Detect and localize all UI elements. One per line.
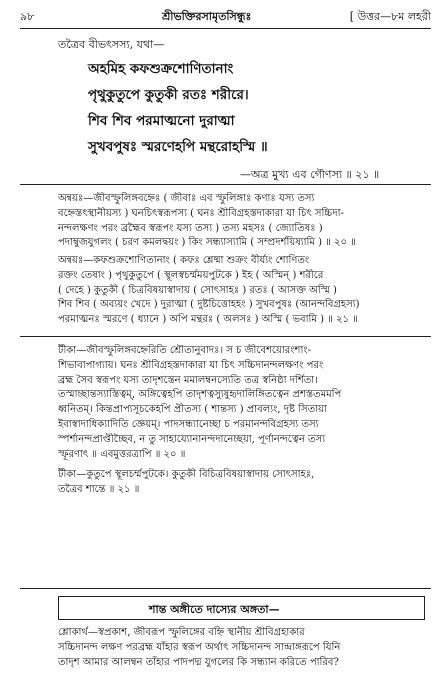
anvaya-line: শিব শিব ( অব্যয়ং খেদে ) দুরাত্মা ( দুষ্টচিত্তোহহং ) সুখবপুষঃ (আনন্দবিগ্রহস্য) [58, 299, 360, 311]
verse-line: সুখবপুষঃ স্মরণেহপি মন্থরোহস্মি ॥ [88, 139, 268, 155]
shlokartha-line: শ্লোকার্থ—স্বপ্রকাশ, জীবরূপ স্ফুলিঙ্গের বহ্নি স্থানীয় শ্রীবিগ্রহাকার [58, 627, 305, 638]
anvaya-line: অন্বয়ঃ—কফশুক্রশোণিতানাং ( কফঃ শ্লেষ্মা শুক্রং বীর্য্যং শোণিতং [58, 255, 310, 266]
tika-line: তস্মাচ্ছান্তস্যাস্তিত্বম্, অঙ্গিত্বেহপি তাদৃশত্বস্যুষুহৃদালিঙ্গিতত্বেন প্রশস্ততমমপি [58, 389, 342, 401]
tika-line: শিভাবাপাগ্যায়। ঘনঃ শ্রীবিগ্রহস্তদাকারা যা চিৎ সচ্চিদানন্দলক্ষণং পরং [58, 359, 324, 371]
tika-line: টীকা—কুতুপে স্থূলচর্ম্মপুটকে। কুতুকী বিচিত্রবিষয়াস্বাদায় সোৎসাহঃ, [58, 469, 315, 480]
anvaya-line: অন্বয়ঃ—জীবস্ফুলিঙ্গবহ্নেঃ ( জীবাঃ এব স্ফুলিঙ্গাঃ কণাঃ যস্য তস্য [58, 193, 315, 204]
anvaya-paragraph-2 [58, 254, 430, 328]
verse-line: শিব শিব পরমাত্মনো দুরাত্মা [88, 113, 235, 129]
page-header [12, 8, 435, 28]
page-number: ৯৮ [20, 10, 35, 23]
anvaya-paragraph-1 [58, 192, 430, 251]
verse-line: অহমিহ কফশুক্রশোণিতানাং [88, 61, 234, 77]
divider-rule [20, 336, 431, 337]
tika-line: ব্রহ্ম সৈব স্বরূপং যস্য তাদৃশস্তেন মমালম্বনস্যেতি তত্র স্বনিষ্ঠা দর্শিতা। [58, 374, 318, 386]
anvaya-line: বহ্নেস্তৎস্থানীয়স্য ) ঘনচিৎস্বরূপস্য ( ঘনঃ শ্রীবিগ্রহস্তদাকারা যা চিৎ সচ্চিদা- [58, 207, 344, 219]
verse-intro: তত্রৈব বীভৎসস্য, যথা— [58, 38, 165, 51]
tika-paragraph-2 [58, 468, 430, 498]
verse-reference: —অত্র মুখ্য এব গৌণস্য ॥ ২১ ॥ [240, 168, 380, 181]
header-rule [20, 28, 431, 29]
anvaya-line: পদাম্বুজযুগলং ( চরণ কমলদ্বয়ং ) কিং সন্ধ্যাস্যামি ( সম্প্রদর্শয়িষ্যামি ) ॥ ২০ ॥ [58, 237, 356, 249]
divider-rule [20, 588, 431, 589]
verse-line: পৃথুকুতুপে কুতুকী রতঃ শরীরে। [88, 87, 249, 103]
shlokartha-paragraph [58, 626, 430, 670]
anvaya-line: রক্তং তেষাং ) পৃথুকুতুপে ( স্থূলস্বচর্ম্মময়পুটকে ) ইহ ( অস্মিন্ ) শরীরে [58, 269, 324, 281]
shlokartha-line: তাদৃশ আমার আলম্বন তাঁহার পাদপদ্ম যুগলের কি সন্ধ্যান করিতে পারিব? [58, 656, 339, 668]
tika-line: স্ফূরণাৎ ॥ এবমুত্তরত্রাপি ॥ ২০ ॥ [58, 448, 186, 460]
anvaya-line: পরমাত্মনঃ স্মরণে ( ধ্যানে ) অপি মন্থরঃ ( অলসঃ ) অস্মি ( ভবামি ) ॥ ২১ ॥ [58, 314, 358, 326]
tika-line: তত্রৈব শান্তে ॥ ২১ ॥ [58, 483, 140, 495]
tika-paragraph-1 [58, 344, 430, 462]
anvaya-line: নন্দলক্ষণং পরং ব্রহ্মৈব স্বরূপং যস্য তস্য ) তস্য মহসঃ ( জ্যোতিষঃ ) [58, 222, 323, 234]
book-title: শ্রীভক্তিরসামৃতসিন্ধুঃ [162, 10, 252, 23]
shlokartha-line: সচ্চিদানন্দ লক্ষণ পরব্রহ্ম যাঁহার স্বরূপ অর্থাৎ সচ্চিদানন্দ সান্দ্রাঙ্গরূপে যিনি [58, 641, 341, 653]
divider-rule [20, 184, 431, 185]
anvaya-line: ( দেহে ) কুতুকী ( চিত্রবিষয়াস্বাদায় ( সোৎসাহঃ ) রতঃ ( আসক্ত অস্মি ) [58, 284, 337, 296]
tika-line: ইবাস্বাদাধিক্যাদিতি জ্ঞেয়ম্। পাদসন্ধ্যানেচ্ছা চ পরমানন্দবিগ্রহস্য তস্য [58, 418, 319, 430]
section-label: [ উত্তর—৮ম লহরী [349, 10, 431, 23]
section-heading-box [58, 596, 425, 620]
section-heading: শান্ত অঙ্গীতে দাস্যের অঙ্গতা— [149, 603, 280, 616]
tika-line: টীকা—জীবস্ফুলিঙ্গবহ্নেরিতি শ্রৌতানুবাদঃ। স চ জীবেশয়োরংশাং- [58, 345, 312, 356]
tika-line: ধ্বনিতম্। কিন্তপ্রাপ্যসূচকেহপি প্রীতস্য ( শান্তস্য ) প্রাবল্যং, দৃষ্ট সিতায়া [58, 404, 327, 416]
tika-line: স্পর্শানন্দপ্রাপ্তীচ্ছৈব, ন তু সাহায্যোনানন্দদানেচ্ছয়া, পূর্ণানন্দত্বেন তস্য [58, 433, 326, 445]
